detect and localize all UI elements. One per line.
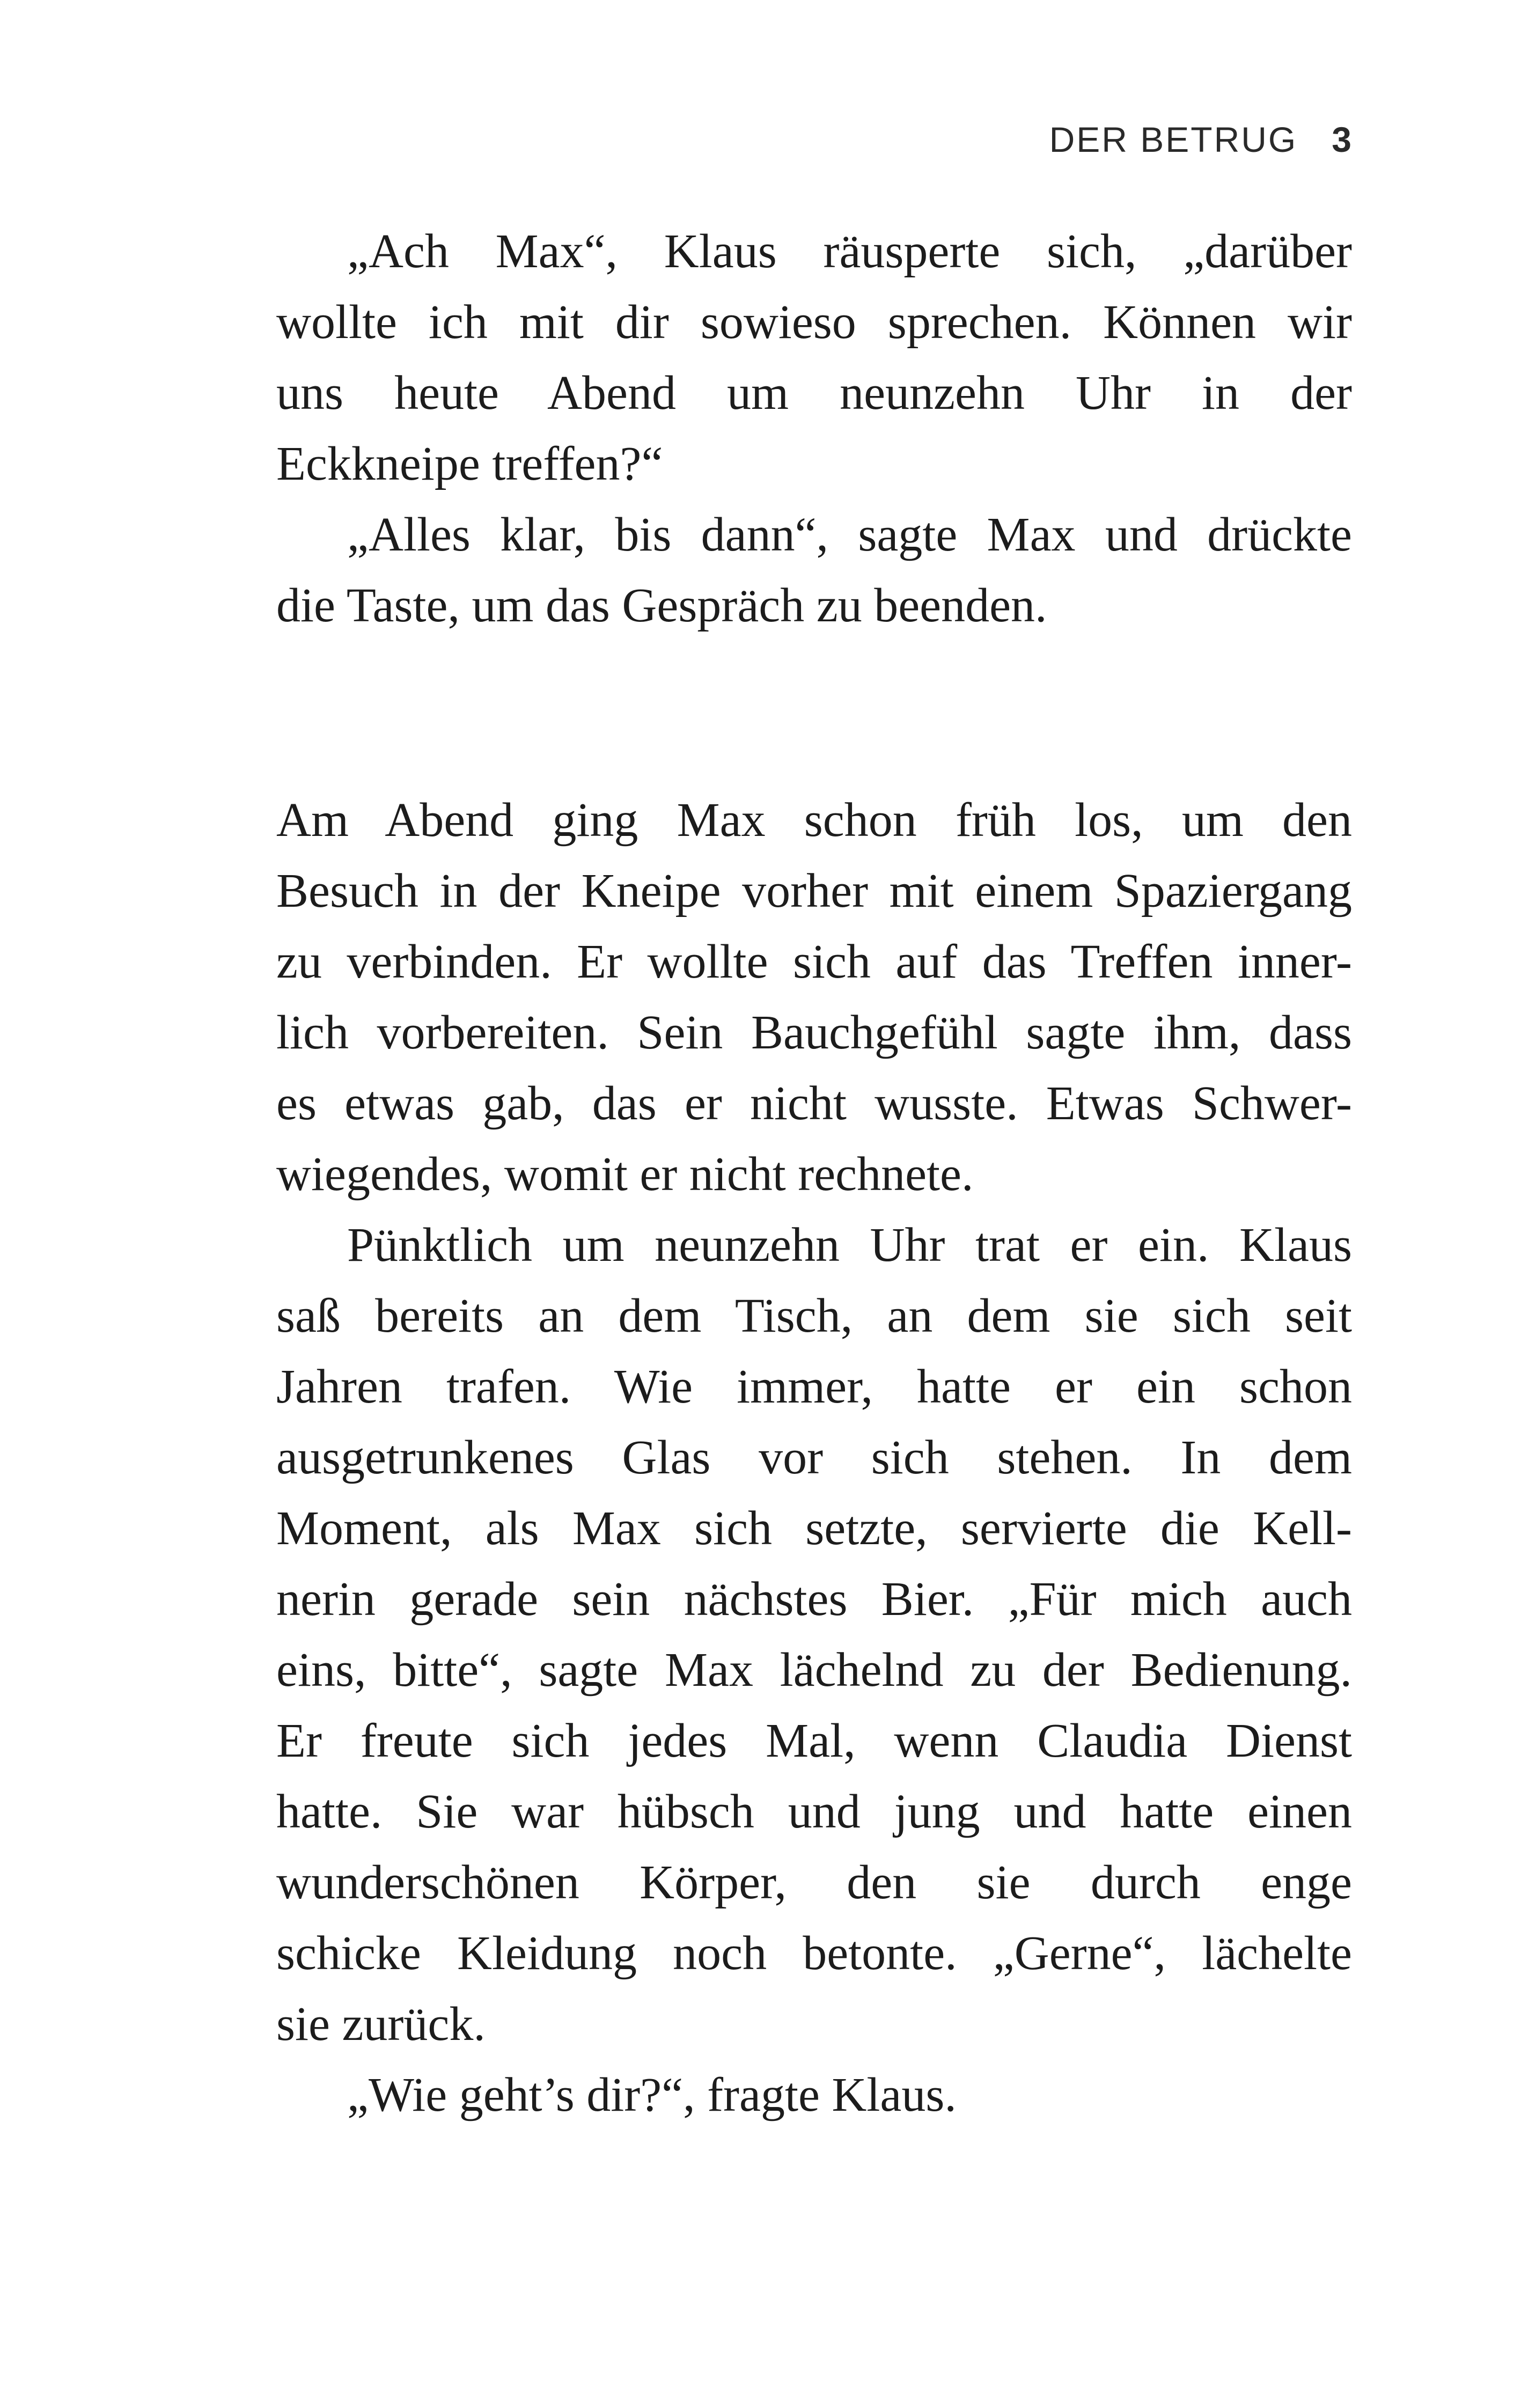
text-line: Moment, als Max sich setzte, servierte die Kell- xyxy=(276,1502,1352,1555)
text-line: sie zurück. xyxy=(276,1998,486,2051)
text-section-2 xyxy=(276,785,1352,2131)
text-line: Besuch in der Kneipe vorher mit einem Spaziergang xyxy=(276,864,1352,917)
text-line: uns heute Abend um neunzehn Uhr in der xyxy=(276,366,1352,420)
text-line: hatte. Sie war hübsch und jung und hatte einen xyxy=(276,1785,1352,1838)
text-line: eins, bitte“, sagte Max lächelnd zu der Bedienung. xyxy=(276,1643,1352,1697)
text-line: „Alles klar, bis dann“, sagte Max und drückte xyxy=(347,508,1352,561)
text-line: Jahren trafen. Wie immer, hatte er ein schon xyxy=(276,1360,1352,1413)
text-line: zu verbinden. Er wollte sich auf das Treffen inner- xyxy=(276,935,1352,988)
text-section-1 xyxy=(276,216,1352,641)
text-line: nerin gerade sein nächstes Bier. „Für mich auch xyxy=(276,1573,1352,1626)
running-header xyxy=(1049,119,1353,160)
text-line: es etwas gab, das er nicht wusste. Etwas Schwer- xyxy=(276,1077,1352,1130)
text-line: ausgetrunkenes Glas vor sich stehen. In dem xyxy=(276,1431,1352,1484)
text-line: „Wie geht’s dir?“, fragte Klaus. xyxy=(347,2068,957,2121)
text-line: wiegendes, womit er nicht rechnete. xyxy=(276,1148,974,1201)
text-line: Er freute sich jedes Mal, wenn Claudia Dienst xyxy=(276,1714,1352,1767)
text-line: lich vorbereiten. Sein Bauchgefühl sagte ihm, dass xyxy=(276,1006,1352,1059)
chapter-title: DER BETRUG xyxy=(1049,120,1298,159)
text-line: schicke Kleidung noch betonte. „Gerne“, lächelte xyxy=(276,1927,1352,1980)
text-line: saß bereits an dem Tisch, an dem sie sich seit xyxy=(276,1289,1352,1342)
text-line: Am Abend ging Max schon früh los, um den xyxy=(276,794,1352,847)
text-line: wollte ich mit dir sowieso sprechen. Können wir xyxy=(276,296,1352,349)
text-line: die Taste, um das Gespräch zu beenden. xyxy=(276,579,1047,632)
text-line: Pünktlich um neunzehn Uhr trat er ein. Klaus xyxy=(347,1218,1352,1272)
page-number: 3 xyxy=(1332,120,1353,159)
text-line: „Ach Max“, Klaus räusperte sich, „darüber xyxy=(347,225,1352,278)
text-line: wunderschönen Körper, den sie durch enge xyxy=(276,1856,1352,1909)
text-line: Eckkneipe treffen?“ xyxy=(276,437,663,490)
